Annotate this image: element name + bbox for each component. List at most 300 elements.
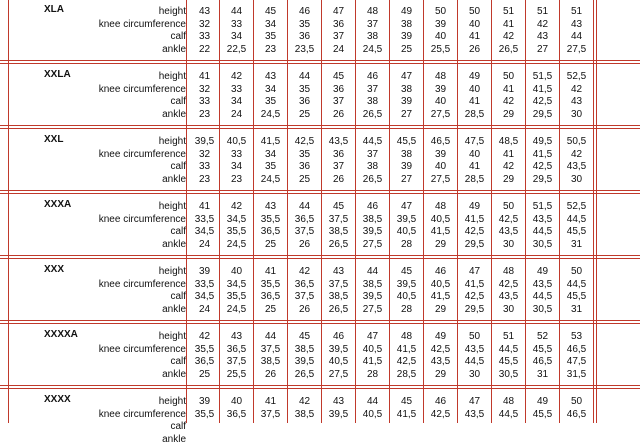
- value-cell: 50: [434, 6, 447, 17]
- value-cell: 41,5: [430, 226, 451, 237]
- value-column: [190, 331, 219, 381]
- value-cell: 41: [264, 266, 277, 277]
- value-cell: 22,5: [226, 43, 247, 55]
- value-cell: 43: [570, 96, 583, 107]
- value-cell: 42: [298, 266, 311, 277]
- value-cell: 47: [400, 201, 413, 212]
- value-cell: 34: [264, 18, 277, 30]
- value-cell: 38: [400, 83, 413, 95]
- value-cell: 40: [434, 96, 447, 107]
- value-cell: [290, 434, 319, 447]
- value-cell: 43,5: [464, 343, 485, 355]
- value-cell: 48: [502, 266, 515, 277]
- value-cell: 38,5: [294, 343, 315, 355]
- value-cell: 48: [502, 396, 515, 407]
- value-column: [562, 396, 591, 446]
- value-cell: 44,5: [532, 226, 553, 237]
- value-cell: 40,5: [430, 213, 451, 225]
- value-cell: 39: [400, 161, 413, 172]
- value-cell: [392, 434, 421, 447]
- value-cell: 42,5: [498, 213, 519, 225]
- value-cell: 47,5: [464, 136, 485, 147]
- value-cell: 47: [366, 331, 379, 342]
- value-cell: 37: [366, 148, 379, 160]
- value-cell: 34: [264, 83, 277, 95]
- value-cell: 27: [536, 43, 549, 55]
- value-cell: 44,5: [362, 136, 383, 147]
- value-cell: 37,5: [328, 213, 349, 225]
- measure-label: ankle: [162, 368, 186, 380]
- value-cell: 45,5: [532, 408, 553, 420]
- value-cell: 27,5: [566, 43, 587, 55]
- value-cell: [426, 434, 455, 447]
- value-column: [392, 71, 421, 121]
- value-cell: 49,5: [532, 136, 553, 147]
- value-cell: 35,5: [226, 291, 247, 302]
- value-cell: 35,5: [194, 343, 215, 355]
- grid-hline: [0, 385, 640, 386]
- value-cell: 26: [332, 108, 345, 120]
- value-column: [392, 201, 421, 251]
- value-cell: 30,5: [532, 303, 553, 315]
- measure-labels: [70, 136, 186, 186]
- value-cell: 37,5: [260, 343, 281, 355]
- value-cell: 40: [468, 83, 481, 95]
- value-cell: 41,5: [532, 148, 553, 160]
- value-cell: 40,5: [362, 343, 383, 355]
- value-cell: 46,5: [532, 356, 553, 367]
- value-cell: 31: [570, 238, 583, 250]
- value-cell: 45: [332, 201, 345, 212]
- measure-labels: [70, 201, 186, 251]
- value-cell: 33: [198, 161, 211, 172]
- value-column: [222, 201, 251, 251]
- value-cell: 45: [400, 396, 413, 407]
- value-cell: 34,5: [194, 226, 215, 237]
- value-cell: 44: [366, 396, 379, 407]
- value-column: [528, 201, 557, 251]
- value-cell: 49: [400, 6, 413, 17]
- size-name: XXL: [44, 134, 64, 145]
- value-cell: 51: [502, 331, 515, 342]
- value-column: [222, 136, 251, 186]
- value-cell: 42: [230, 201, 243, 212]
- value-cell: 29,5: [532, 173, 553, 185]
- value-column: [392, 331, 421, 381]
- value-column: [290, 331, 319, 381]
- value-column: [358, 6, 387, 56]
- measure-label: knee circumference: [98, 278, 186, 290]
- value-cell: 39: [434, 18, 447, 30]
- value-cell: 44,5: [464, 356, 485, 367]
- grid-hline: [0, 128, 640, 129]
- value-cell: 28,5: [396, 368, 417, 380]
- value-cell: 28,5: [464, 173, 485, 185]
- value-cell: 38: [366, 161, 379, 172]
- value-cell: 36: [298, 96, 311, 107]
- value-cell: 25: [298, 108, 311, 120]
- value-cell: 23: [198, 173, 211, 185]
- value-cell: 52,5: [566, 71, 587, 82]
- value-cell: 38,5: [260, 356, 281, 367]
- value-cell: 51: [570, 6, 583, 17]
- value-cell: 41,5: [532, 83, 553, 95]
- measure-label: calf: [170, 31, 186, 42]
- value-cell: 29,5: [464, 238, 485, 250]
- measure-labels: [70, 396, 186, 446]
- value-cell: 43,5: [464, 408, 485, 420]
- value-cell: 30: [502, 303, 515, 315]
- grid-hline: [0, 63, 640, 64]
- value-cell: 37: [366, 18, 379, 30]
- measure-label: knee circumference: [98, 18, 186, 30]
- value-cell: 35: [264, 96, 277, 107]
- value-cell: 29: [434, 238, 447, 250]
- value-cell: 34: [264, 148, 277, 160]
- value-cell: 38,5: [328, 291, 349, 302]
- value-cell: 33: [230, 148, 243, 160]
- value-cell: 47,5: [566, 356, 587, 367]
- value-column: [426, 396, 455, 446]
- value-cell: 42: [570, 148, 583, 160]
- value-cell: 35: [264, 161, 277, 172]
- value-column: [562, 71, 591, 121]
- value-cell: 33,5: [194, 213, 215, 225]
- value-column: [190, 136, 219, 186]
- value-cell: 43: [332, 396, 345, 407]
- value-cell: 27: [400, 108, 413, 120]
- value-cell: [460, 434, 489, 447]
- value-column: [460, 6, 489, 56]
- value-cell: 40: [230, 396, 243, 407]
- value-cell: 42,5: [498, 278, 519, 290]
- value-column: [324, 396, 353, 446]
- value-cell: 40: [468, 148, 481, 160]
- measure-label: knee circumference: [98, 213, 186, 225]
- value-column: [426, 266, 455, 316]
- value-cell: 27: [400, 173, 413, 185]
- value-cell: 42: [230, 71, 243, 82]
- value-column: [494, 6, 523, 56]
- measure-label: height: [158, 396, 186, 407]
- measure-label: ankle: [162, 433, 186, 445]
- value-cell: 26: [264, 368, 277, 380]
- value-cell: 51: [502, 6, 515, 17]
- value-cell: 36: [332, 83, 345, 95]
- value-cell: 47: [468, 396, 481, 407]
- value-cell: 34,5: [226, 213, 247, 225]
- value-cell: 26,5: [362, 173, 383, 185]
- value-cell: [190, 434, 219, 447]
- value-column: [562, 331, 591, 381]
- value-cell: 41: [468, 31, 481, 42]
- value-column: [460, 201, 489, 251]
- value-cell: 29,5: [464, 303, 485, 315]
- value-cell: 27,5: [362, 238, 383, 250]
- measure-label: ankle: [162, 238, 186, 250]
- value-cell: 41,5: [396, 343, 417, 355]
- value-cell: 23: [230, 173, 243, 185]
- value-column: [290, 266, 319, 316]
- value-cell: 39,5: [328, 408, 349, 420]
- size-block: [0, 195, 640, 253]
- measure-label: height: [158, 6, 186, 17]
- value-column: [426, 136, 455, 186]
- value-column: [190, 201, 219, 251]
- value-cell: 38,5: [362, 213, 383, 225]
- value-cell: 33: [198, 96, 211, 107]
- value-column: [494, 331, 523, 381]
- measure-labels: [70, 331, 186, 381]
- value-column: [494, 396, 523, 446]
- value-cell: 46: [298, 6, 311, 17]
- value-column: [222, 331, 251, 381]
- value-cell: 24,5: [226, 303, 247, 315]
- value-cell: 41: [468, 96, 481, 107]
- value-column: [358, 396, 387, 446]
- value-column: [426, 6, 455, 56]
- value-cell: 41,5: [430, 291, 451, 302]
- value-cell: 45,5: [396, 136, 417, 147]
- value-cell: 52,5: [566, 201, 587, 212]
- value-cell: 25,5: [226, 368, 247, 380]
- value-cell: 45: [298, 331, 311, 342]
- size-name: XXXX: [44, 394, 71, 405]
- value-cell: 42,5: [294, 136, 315, 147]
- value-column: [256, 136, 285, 186]
- measure-label: calf: [170, 226, 186, 237]
- size-name: XXXXA: [44, 329, 78, 340]
- value-cell: 35,5: [260, 278, 281, 290]
- value-cell: 35: [298, 148, 311, 160]
- value-cell: 47: [400, 71, 413, 82]
- value-cell: 44: [366, 266, 379, 277]
- value-column: [324, 266, 353, 316]
- value-cell: 42: [570, 83, 583, 95]
- value-cell: 50: [570, 396, 583, 407]
- size-block: [0, 0, 640, 58]
- measure-label: calf: [170, 421, 186, 432]
- value-cell: 44,5: [566, 213, 587, 225]
- value-column: [358, 71, 387, 121]
- value-cell: 22: [198, 43, 211, 55]
- value-cell: 32: [198, 18, 211, 30]
- value-column: [358, 266, 387, 316]
- value-cell: 34: [230, 31, 243, 42]
- grid-hline: [0, 255, 640, 256]
- value-cell: 43,5: [532, 213, 553, 225]
- value-cell: 39: [434, 148, 447, 160]
- value-cell: 50: [468, 6, 481, 17]
- value-cell: 36,5: [260, 226, 281, 237]
- value-column: [358, 136, 387, 186]
- value-cell: 43: [570, 18, 583, 30]
- value-column: [222, 266, 251, 316]
- value-cell: 49: [536, 396, 549, 407]
- measure-labels: [70, 6, 186, 56]
- value-cell: 25,5: [430, 43, 451, 55]
- measure-label: ankle: [162, 108, 186, 120]
- value-column: [324, 71, 353, 121]
- value-cell: 37,5: [260, 408, 281, 420]
- value-column: [324, 331, 353, 381]
- value-cell: 42,5: [396, 356, 417, 367]
- value-column: [290, 6, 319, 56]
- value-cell: [256, 434, 285, 447]
- size-name: XXLA: [44, 69, 71, 80]
- value-column: [256, 6, 285, 56]
- value-cell: 33: [230, 83, 243, 95]
- value-cell: 38,5: [294, 408, 315, 420]
- value-column: [256, 71, 285, 121]
- value-column: [562, 6, 591, 56]
- value-column: [494, 201, 523, 251]
- value-cell: 48: [400, 331, 413, 342]
- value-cell: 29: [434, 303, 447, 315]
- value-cell: 41,5: [260, 136, 281, 147]
- value-cell: 46,5: [430, 136, 451, 147]
- measure-label: calf: [170, 356, 186, 367]
- value-cell: 24: [198, 238, 211, 250]
- value-cell: 25: [264, 303, 277, 315]
- value-cell: 36: [298, 161, 311, 172]
- value-cell: 32: [198, 148, 211, 160]
- measure-label: calf: [170, 161, 186, 172]
- value-column: [392, 396, 421, 446]
- value-cell: 29: [434, 368, 447, 380]
- grid-hline: [0, 258, 640, 259]
- value-cell: 38: [400, 148, 413, 160]
- size-block: [0, 260, 640, 318]
- value-cell: 42: [502, 31, 515, 42]
- value-column: [222, 6, 251, 56]
- value-cell: 51: [536, 6, 549, 17]
- value-cell: 44: [298, 201, 311, 212]
- value-cell: 37: [332, 96, 345, 107]
- value-cell: 30,5: [498, 368, 519, 380]
- value-cell: 49: [434, 331, 447, 342]
- value-cell: 42: [502, 161, 515, 172]
- value-cell: 36: [298, 31, 311, 42]
- value-cell: 42,5: [532, 161, 553, 172]
- value-cell: 42,5: [532, 96, 553, 107]
- value-cell: 39: [400, 96, 413, 107]
- value-column: [256, 396, 285, 446]
- measure-label: knee circumference: [98, 343, 186, 355]
- value-cell: 23: [198, 108, 211, 120]
- value-cell: 46: [434, 396, 447, 407]
- value-cell: 42: [198, 331, 211, 342]
- measure-label: knee circumference: [98, 148, 186, 160]
- value-cell: 45,5: [532, 343, 553, 355]
- value-cell: 25: [298, 173, 311, 185]
- value-column: [222, 71, 251, 121]
- value-cell: 43: [332, 266, 345, 277]
- value-column: [562, 266, 591, 316]
- value-cell: 52: [536, 331, 549, 342]
- value-column: [460, 266, 489, 316]
- value-cell: 28: [366, 368, 379, 380]
- size-block: [0, 390, 640, 448]
- value-cell: 45,5: [498, 356, 519, 367]
- measure-label: height: [158, 331, 186, 342]
- measure-label: ankle: [162, 173, 186, 185]
- value-cell: 28: [400, 303, 413, 315]
- value-cell: 40: [434, 31, 447, 42]
- value-cell: 37,5: [328, 278, 349, 290]
- value-cell: 50,5: [566, 136, 587, 147]
- value-column: [290, 201, 319, 251]
- value-cell: 33,5: [194, 278, 215, 290]
- value-cell: 26,5: [362, 108, 383, 120]
- value-cell: 43: [230, 331, 243, 342]
- value-column: [290, 71, 319, 121]
- value-cell: 43: [264, 71, 277, 82]
- value-cell: 24: [230, 108, 243, 120]
- measure-label: calf: [170, 96, 186, 107]
- value-column: [392, 266, 421, 316]
- value-cell: 50: [468, 331, 481, 342]
- size-name: XXX: [44, 264, 65, 275]
- value-cell: 36: [332, 148, 345, 160]
- value-cell: 37,5: [294, 226, 315, 237]
- value-cell: 24,5: [362, 43, 383, 55]
- value-cell: 41: [502, 18, 515, 30]
- value-cell: 42,5: [464, 226, 485, 237]
- value-cell: 49: [468, 201, 481, 212]
- value-cell: 26,5: [328, 238, 349, 250]
- value-cell: 23,5: [294, 43, 315, 55]
- value-column: [562, 136, 591, 186]
- value-cell: 35: [298, 18, 311, 30]
- value-cell: 41: [502, 148, 515, 160]
- value-cell: 43,5: [498, 291, 519, 302]
- grid-hline: [0, 388, 640, 389]
- value-cell: 26: [298, 303, 311, 315]
- value-cell: 42: [502, 96, 515, 107]
- value-cell: 41: [502, 83, 515, 95]
- value-cell: 28,5: [464, 108, 485, 120]
- value-cell: 36,5: [260, 291, 281, 302]
- value-cell: 34,5: [226, 278, 247, 290]
- value-column: [222, 396, 251, 446]
- value-cell: 48: [434, 201, 447, 212]
- value-cell: 33: [198, 31, 211, 42]
- value-cell: 43,5: [328, 136, 349, 147]
- value-cell: 53: [570, 331, 583, 342]
- value-column: [494, 266, 523, 316]
- value-column: [460, 71, 489, 121]
- value-column: [290, 396, 319, 446]
- value-cell: 40,5: [396, 291, 417, 302]
- value-cell: 34: [230, 161, 243, 172]
- value-cell: 32: [198, 83, 211, 95]
- value-cell: 45,5: [566, 226, 587, 237]
- value-column: [324, 6, 353, 56]
- measure-label: calf: [170, 291, 186, 302]
- value-cell: 29: [502, 108, 515, 120]
- value-column: [460, 331, 489, 381]
- value-cell: 26,5: [498, 43, 519, 55]
- value-cell: 26,5: [294, 368, 315, 380]
- size-block: [0, 130, 640, 188]
- value-cell: 36,5: [226, 343, 247, 355]
- value-cell: 45: [332, 71, 345, 82]
- value-cell: 26: [468, 43, 481, 55]
- value-cell: 44,5: [566, 278, 587, 290]
- value-cell: 35: [264, 31, 277, 42]
- value-cell: [528, 434, 557, 447]
